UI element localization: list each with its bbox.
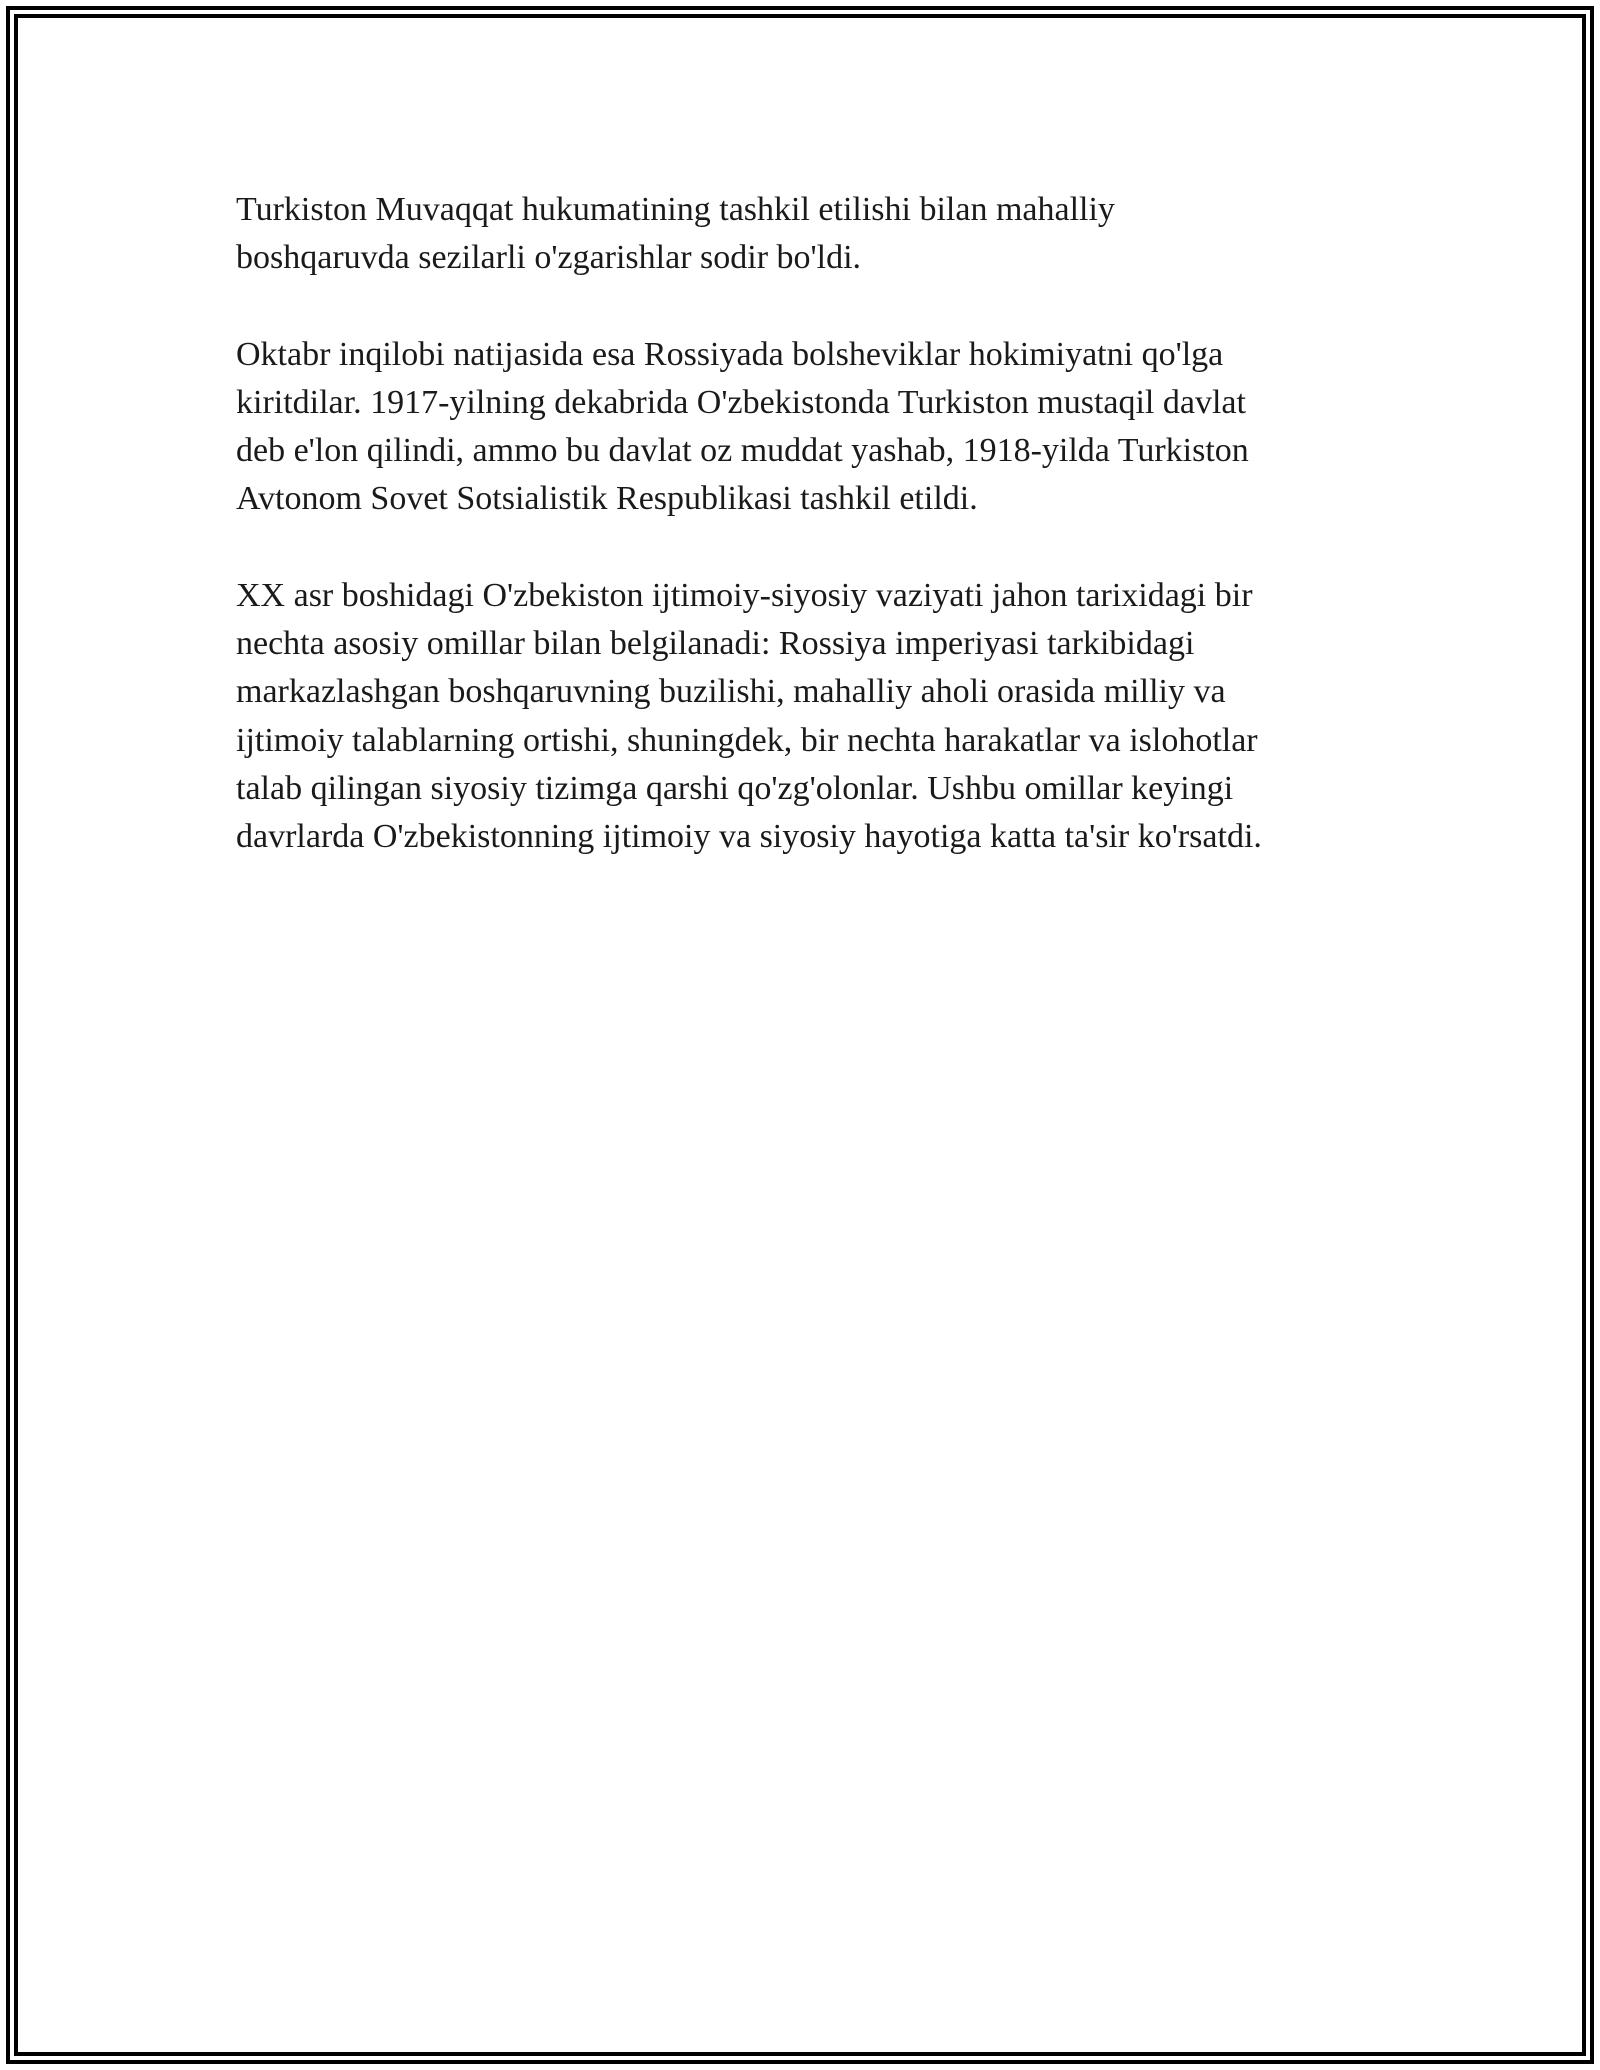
document-body xyxy=(236,186,1376,910)
paragraph-2: Oktabr inqilobi natijasida esa Rossiyada bolsheviklar hokimiyatni qo'lga kiritdilar. 1917-yilning dekabrida O'zbekistonda Turkiston mustaqil davlat deb e'lon qilindi, ammo bu davlat oz muddat yashab, 1918-yilda Turkiston Avtonom Sovet Sotsialistik Respublikasi tashkil etildi. xyxy=(236,335,1249,518)
paragraph-1: Turkiston Muvaqqat hukumatining tashkil etilishi bilan mahalliy boshqaruvda sezilarli o'zgarishlar sodir bo'ldi. xyxy=(236,191,1115,277)
paragraph-3: XX asr boshidagi O'zbekiston ijtimoiy-siyosiy vaziyati jahon tarixidagi bir nechta asosiy omillar bilan belgilanadi: Rossiya imperiyasi tarkibidagi markazlashgan boshqaruvning buzilishi, mahalliy aholi orasida milliy va ijtimoiy talablarning ortishi, shuningdek, bir nechta harakatlar va islohotlar talab qilingan siyosiy tizimga qarshi qo'zg'olonlar. Ushbu omillar keyingi davrlarda O'zbekistonning ijtimoiy va siyosiy hayotiga katta ta'sir ko'rsatdi. xyxy=(236,576,1262,856)
